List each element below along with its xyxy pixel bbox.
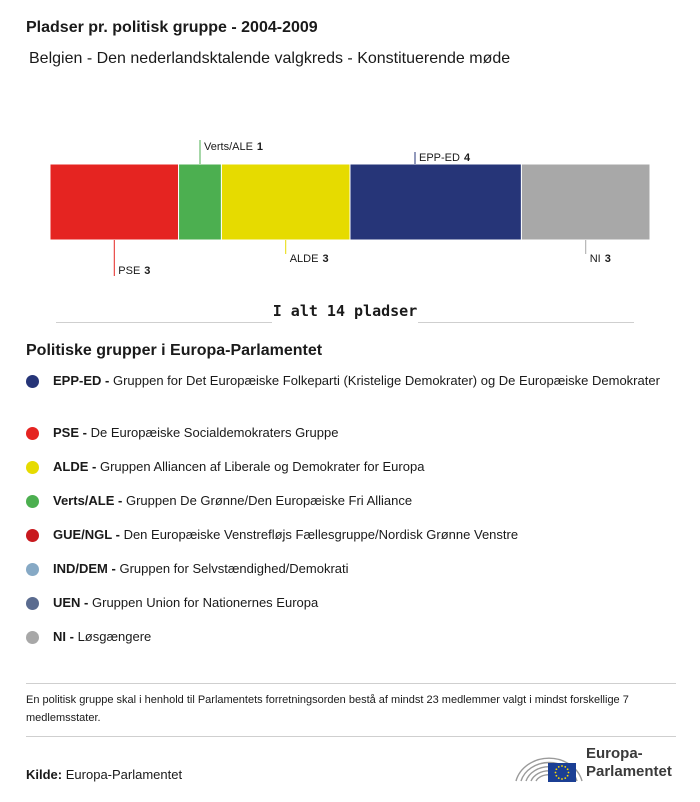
eu-star-icon	[567, 775, 569, 777]
legend-text	[53, 560, 666, 578]
legend-text	[53, 526, 666, 544]
legend-text	[53, 424, 666, 442]
eu-star-icon	[555, 772, 557, 774]
footnote: En politisk gruppe skal i henhold til Parlamentets forretningsorden bestå af mindst 23 medlemmer valgt i mindst forskellige 7 medlemsstater.	[26, 694, 629, 724]
legend-color-dot	[26, 375, 39, 388]
legend-abbr: Verts/ALE -	[53, 493, 123, 508]
legend-abbr: ALDE -	[53, 459, 97, 474]
total-separator-left	[56, 322, 272, 323]
logo-line-2: Parlamentet	[586, 763, 672, 780]
segment-label-value: 4	[463, 152, 471, 164]
legend-item	[26, 526, 666, 560]
chart-subtitle: Belgien - Den nederlandsktalende valgkreds - Konstituerende møde	[29, 50, 511, 67]
legend-item	[26, 424, 666, 458]
eu-star-icon	[564, 777, 566, 779]
eu-star-icon	[558, 777, 560, 779]
legend-text	[53, 372, 666, 390]
legend-heading: Politiske grupper i Europa-Parlamentet	[26, 342, 323, 359]
legend-description: Gruppen De Grønne/Den Europæiske Fri Alliance	[125, 493, 413, 508]
stacked-seat-bar-chart	[0, 130, 700, 290]
legend-color-dot	[26, 495, 39, 508]
legend-description: Løsgængere	[77, 629, 152, 644]
segment-label	[290, 253, 329, 265]
total-seats-label: I alt 14 pladser	[272, 302, 418, 320]
divider-bottom	[26, 736, 676, 737]
source-value: Europa-Parlamentet	[65, 767, 183, 782]
eu-star-icon	[555, 775, 557, 777]
legend-description: Gruppen Alliancen af Liberale og Demokrater for Europa	[99, 459, 425, 474]
legend-text	[53, 628, 666, 646]
logo-line-1: Europa-	[586, 745, 643, 762]
hemicycle-flag-icon	[514, 745, 584, 787]
segment-label-value: 3	[144, 265, 151, 277]
legend-description: Gruppen Union for Nationernes Europa	[92, 595, 319, 610]
eu-star-icon	[564, 766, 566, 768]
divider-top	[26, 683, 676, 684]
legend-abbr: PSE -	[53, 425, 87, 440]
bar-segment-pse	[50, 164, 179, 240]
bar-segment-ni	[521, 164, 650, 240]
total-separator-right	[418, 322, 634, 323]
legend-description: De Europæiske Socialdemokraters Gruppe	[90, 425, 339, 440]
legend-item	[26, 628, 666, 662]
bar-segment-vertsale	[179, 164, 222, 240]
legend-text	[53, 492, 666, 510]
legend-color-dot	[26, 631, 39, 644]
legend-item	[26, 560, 666, 594]
legend-description: Den Europæiske Venstrefløjs Fællesgruppe/Nordisk Grønne Venstre	[123, 527, 519, 542]
segment-label-name: PSE	[118, 265, 141, 277]
legend-abbr: UEN -	[53, 595, 89, 610]
source	[26, 767, 182, 782]
legend-color-dot	[26, 461, 39, 474]
segment-label	[419, 152, 471, 164]
legend-color-dot	[26, 563, 39, 576]
political-groups-legend	[26, 372, 666, 662]
segment-label-name: EPP-ED	[419, 152, 460, 164]
eu-star-icon	[555, 768, 557, 770]
segment-label-name: ALDE	[289, 253, 319, 265]
segment-label	[204, 141, 263, 153]
segment-label-value: 1	[256, 141, 264, 153]
segment-label	[118, 265, 150, 277]
segment-label-name: Verts/ALE	[204, 141, 253, 153]
chart-title: Pladser pr. politisk gruppe - 2004-2009	[26, 19, 318, 36]
legend-item	[26, 492, 666, 526]
legend-color-dot	[26, 427, 39, 440]
legend-description: Gruppen for Det Europæiske Folkeparti (Kristelige Demokrater) og De Europæiske Demokrater	[112, 373, 660, 388]
legend-color-dot	[26, 597, 39, 610]
bar-segment-alde	[221, 164, 350, 240]
legend-item	[26, 594, 666, 628]
segment-label-value: 3	[604, 253, 611, 265]
eu-star-icon	[561, 765, 563, 767]
legend-item	[26, 458, 666, 492]
segment-label	[590, 253, 611, 265]
europarl-logo	[514, 745, 684, 787]
segment-label-name: NI	[589, 253, 601, 265]
eu-star-icon	[561, 778, 563, 780]
eu-star-icon	[567, 768, 569, 770]
legend-abbr: EPP-ED -	[53, 373, 110, 388]
segment-label-value: 3	[322, 253, 329, 265]
legend-color-dot	[26, 529, 39, 542]
legend-abbr: NI -	[53, 629, 74, 644]
legend-abbr: IND/DEM -	[53, 561, 116, 576]
legend-text	[53, 594, 666, 612]
legend-text	[53, 458, 666, 476]
eu-star-icon	[558, 766, 560, 768]
source-label: Kilde:	[26, 767, 63, 782]
eu-star-icon	[568, 772, 570, 774]
legend-abbr: GUE/NGL -	[53, 527, 120, 542]
legend-item	[26, 372, 666, 424]
legend-description: Gruppen for Selvstændighed/Demokrati	[119, 561, 349, 576]
bar-segment-epped	[350, 164, 521, 240]
